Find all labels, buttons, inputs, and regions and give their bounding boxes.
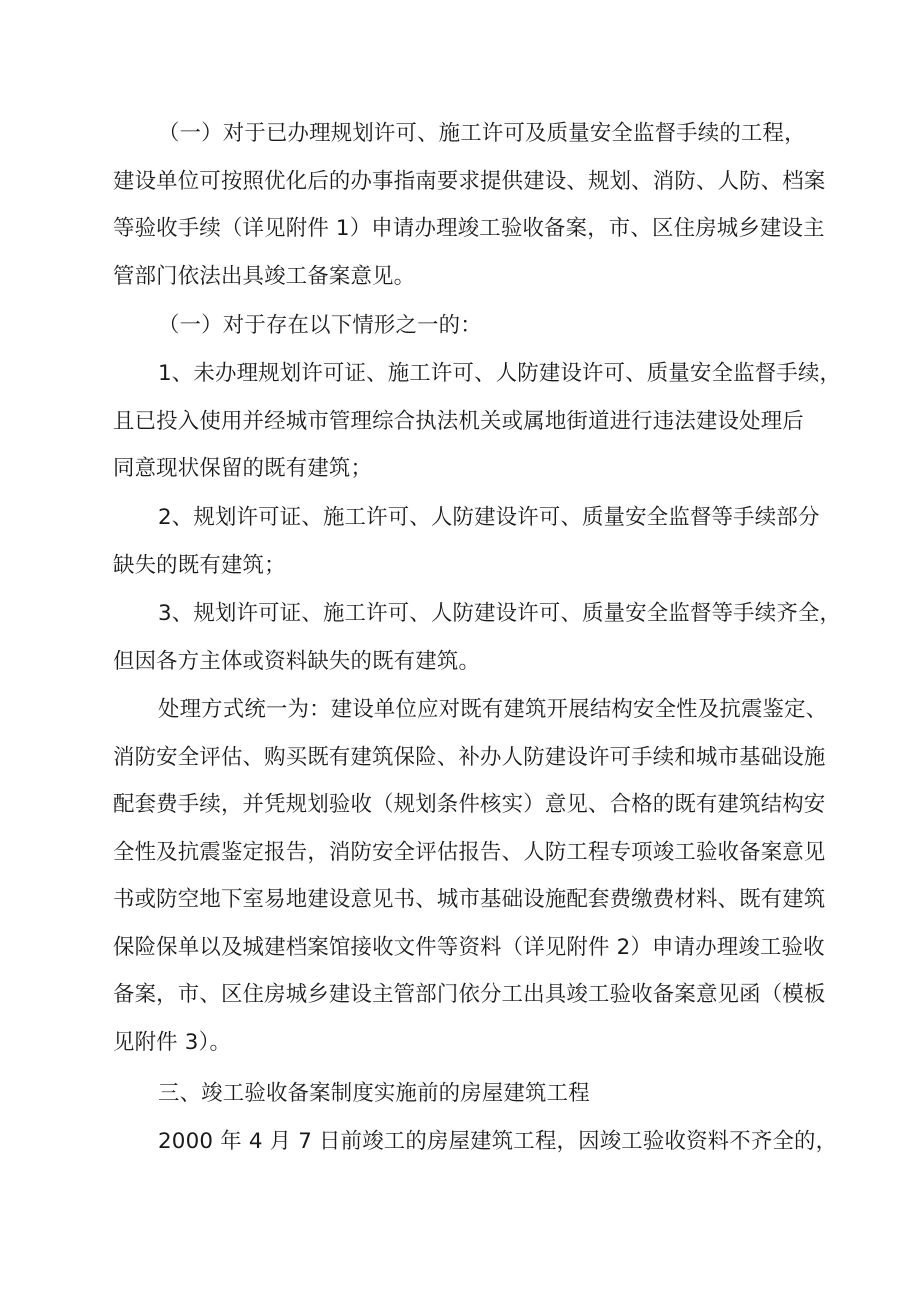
text-line: 三、竣工验收备案制度实施前的房屋建筑工程: [158, 1081, 590, 1106]
text-line: 同意现状保留的既有建筑；: [113, 456, 373, 481]
text-line: 备案，市、区住房城乡建设主管部门依分工出具竣工验收备案意见函（模板: [113, 982, 826, 1007]
paragraph-pre-2000-projects: [113, 1118, 838, 1166]
paragraph-situation-2: [113, 494, 825, 589]
text-line: 2、规划许可证、施工许可、人防建设许可、质量安全监督等手续部分: [158, 505, 820, 530]
text-line: 建设单位可按照优化后的办事指南要求提供建设、规划、消防、人防、档案: [113, 168, 826, 194]
paragraph-situation-1: [113, 350, 842, 493]
text-line: 但因各方主体或资料缺失的既有建筑。: [113, 648, 481, 674]
paragraph-situations-heading: [113, 302, 825, 350]
text-line: 见附件 3）。: [113, 1029, 232, 1055]
text-line: 配套费手续，并凭规划验收（规划条件核实）意见、合格的既有建筑结构安: [113, 792, 826, 817]
text-line: （一）对于已办理规划许可、施工许可及质量安全监督手续的工程，: [158, 121, 806, 146]
text-line: （一）对于存在以下情形之一的：: [158, 313, 482, 338]
text-line: 全性及抗震鉴定报告，消防安全评估报告、人防工程专项竣工验收备案意见: [113, 839, 826, 865]
text-line: 且已投入使用并经城市管理综合执法机关或属地街道进行违法建设处理后: [113, 408, 804, 434]
text-line: 书或防空地下室易地建设意见书、城市基础设施配套费缴费材料、既有建筑: [113, 887, 826, 912]
paragraph-handling-method: [113, 686, 828, 1066]
paragraph-situation-3: [113, 590, 842, 685]
text-line: 缺失的既有建筑；: [113, 552, 286, 578]
text-line: 2000 年 4 月 7 日前竣工的房屋建筑工程，因竣工验收资料不齐全的，: [158, 1129, 838, 1154]
text-line: 1、未办理规划许可证、施工许可、人防建设许可、质量安全监督手续，: [158, 361, 842, 386]
text-line: 等验收手续（详见附件 1）申请办理竣工验收备案，市、区住房城乡建设主: [113, 216, 825, 241]
text-line: 保险保单以及城建档案馆接收文件等资料（详见附件 2）申请办理竣工验收: [113, 934, 825, 960]
text-line: 消防安全评估、购买既有建筑保险、补办人防建设许可手续和城市基础设施: [113, 744, 826, 770]
text-line: 处理方式统一为：建设单位应对既有建筑开展结构安全性及抗震鉴定、: [158, 697, 828, 722]
text-line: 管部门依法出具竣工备案意见。: [113, 263, 416, 289]
text-line: 3、规划许可证、施工许可、人防建设许可、质量安全监督等手续齐全，: [158, 601, 842, 626]
section-heading-three: [113, 1070, 825, 1118]
paragraph-completed-procedures: [113, 110, 825, 300]
